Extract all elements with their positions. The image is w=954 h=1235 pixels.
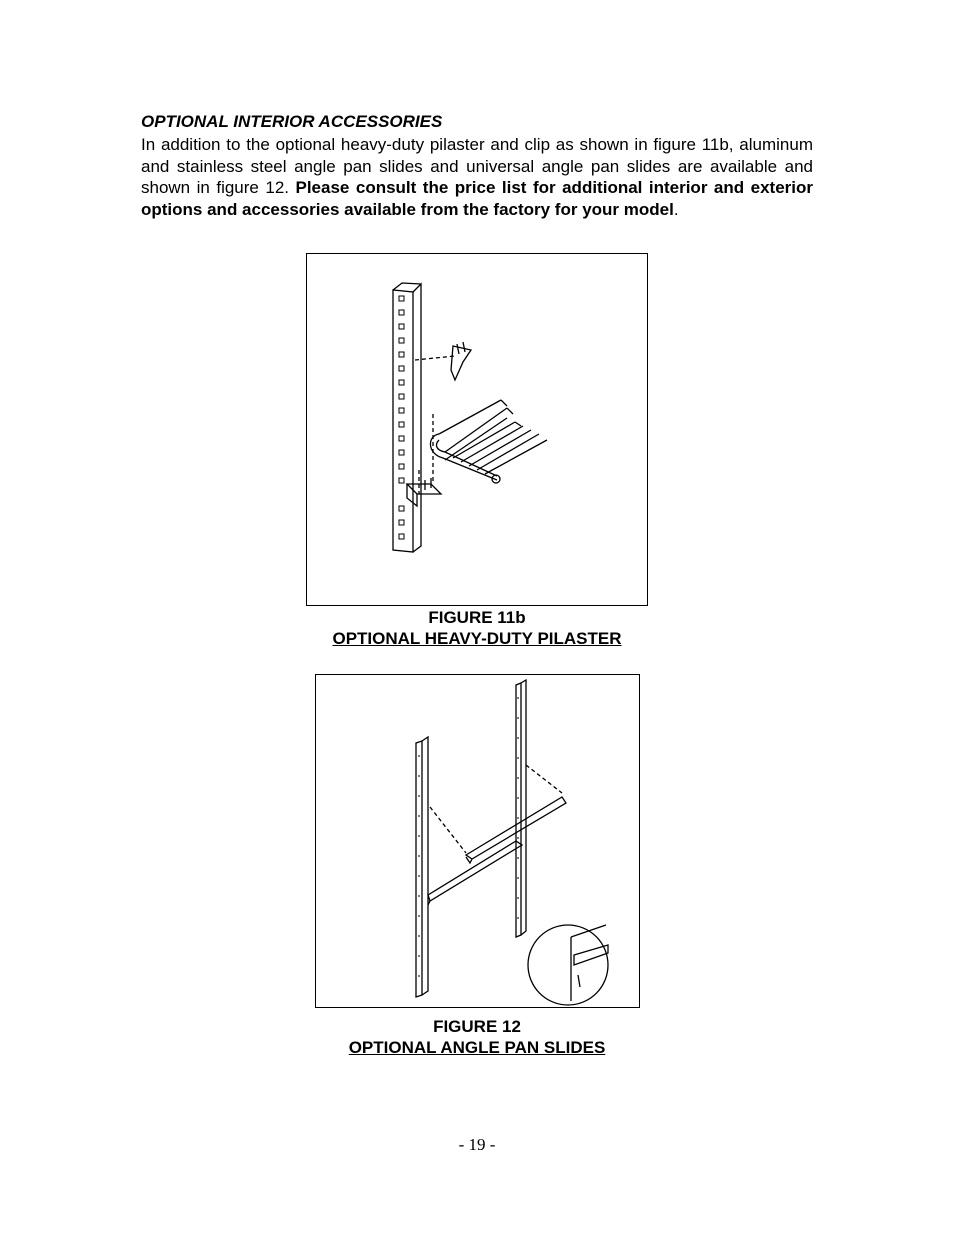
- figure-11b-illustration: [306, 253, 648, 606]
- section-title: OPTIONAL INTERIOR ACCESSORIES: [141, 112, 443, 131]
- figure-12-caption: [0, 1037, 954, 1058]
- page-number: - 19 -: [458, 1135, 496, 1154]
- figure-11b-caption-text: OPTIONAL HEAVY-DUTY PILASTER: [332, 629, 622, 648]
- pilaster-drawing: [307, 254, 649, 607]
- paragraph-text: In addition to the optional heavy-duty pilaster and clip as shown in figure 11b, aluminum and stainless steel angle pan slides and universal angle pan slides are available and shown in figure 12.: [141, 135, 813, 198]
- paragraph-end: .: [673, 199, 679, 219]
- figure-11b-caption: [0, 628, 954, 649]
- figure-12-illustration: [315, 674, 640, 1008]
- paragraph-emphasis: Please consult the price list for additional interior and exterior options and accessories available from the factory for your model: [141, 178, 813, 219]
- figure-12-number: FIGURE 12: [433, 1017, 521, 1036]
- angle-pan-slides-drawing: [316, 675, 641, 1009]
- intro-paragraph: [141, 134, 813, 220]
- figure-11b-number: FIGURE 11b: [428, 608, 526, 627]
- figure-12-caption-text: OPTIONAL ANGLE PAN SLIDES: [348, 1038, 606, 1057]
